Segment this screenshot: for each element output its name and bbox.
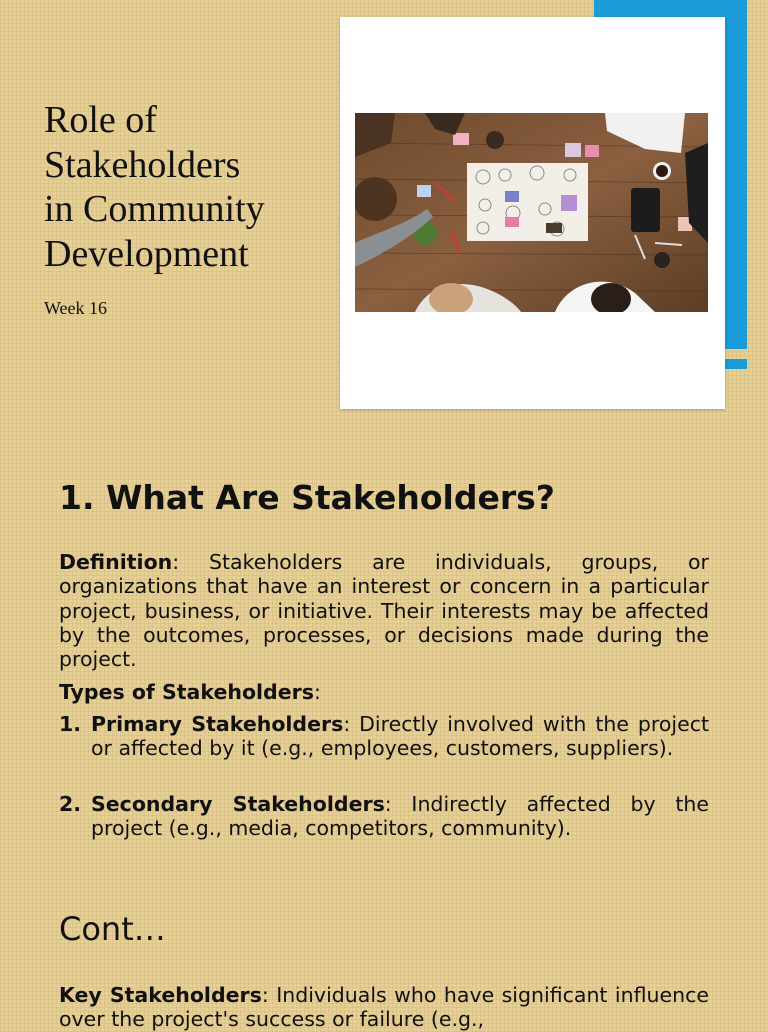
title-line: in Community [44, 188, 265, 230]
list-text [91, 712, 709, 760]
list-description: : Indirectly affected by the project (e.g., media, competitors, community). [91, 792, 709, 840]
list-text [91, 792, 709, 840]
types-heading [59, 680, 709, 704]
list-item [59, 792, 709, 840]
key-label: Key Stakeholders [59, 983, 262, 1007]
list-label: Secondary Stakeholders [91, 792, 385, 816]
list-number: 1. [59, 712, 82, 736]
team-meeting-photo [355, 113, 708, 312]
slide-subtitle: Week 16 [44, 298, 108, 318]
accent-line [724, 359, 747, 369]
photo-illustration [355, 113, 708, 312]
definition-label: Definition [59, 550, 173, 574]
slide-title [44, 98, 314, 276]
title-block [44, 98, 314, 319]
definition-paragraph [59, 550, 709, 671]
title-line: Stakeholders [44, 143, 241, 186]
list-number: 2. [59, 792, 82, 816]
key-text: : Individuals who have significant influence over the project's success or failure (e.g., [59, 983, 709, 1032]
types-colon: : [313, 680, 321, 704]
title-line: Development [44, 232, 249, 275]
title-slide [0, 0, 768, 430]
section-heading: 1. What Are Stakeholders? [59, 478, 555, 517]
key-stakeholders-paragraph [59, 983, 709, 1032]
definition-text: : Stakeholders are individuals, groups, or organizations that have an interest or concern in a particular project, business, or initiative. Their interests may be affected by the outcomes, processes, or decisions made during the project. [59, 550, 709, 672]
list-label: Primary Stakeholders [91, 712, 344, 736]
list-description: : Directly involved with the project or affected by it (e.g., employees, customers, suppliers). [91, 712, 709, 760]
list-item [59, 712, 709, 760]
types-label: Types of Stakeholders [59, 680, 314, 704]
continuation-heading: Cont… [59, 910, 166, 948]
title-line: Role of [44, 99, 157, 141]
